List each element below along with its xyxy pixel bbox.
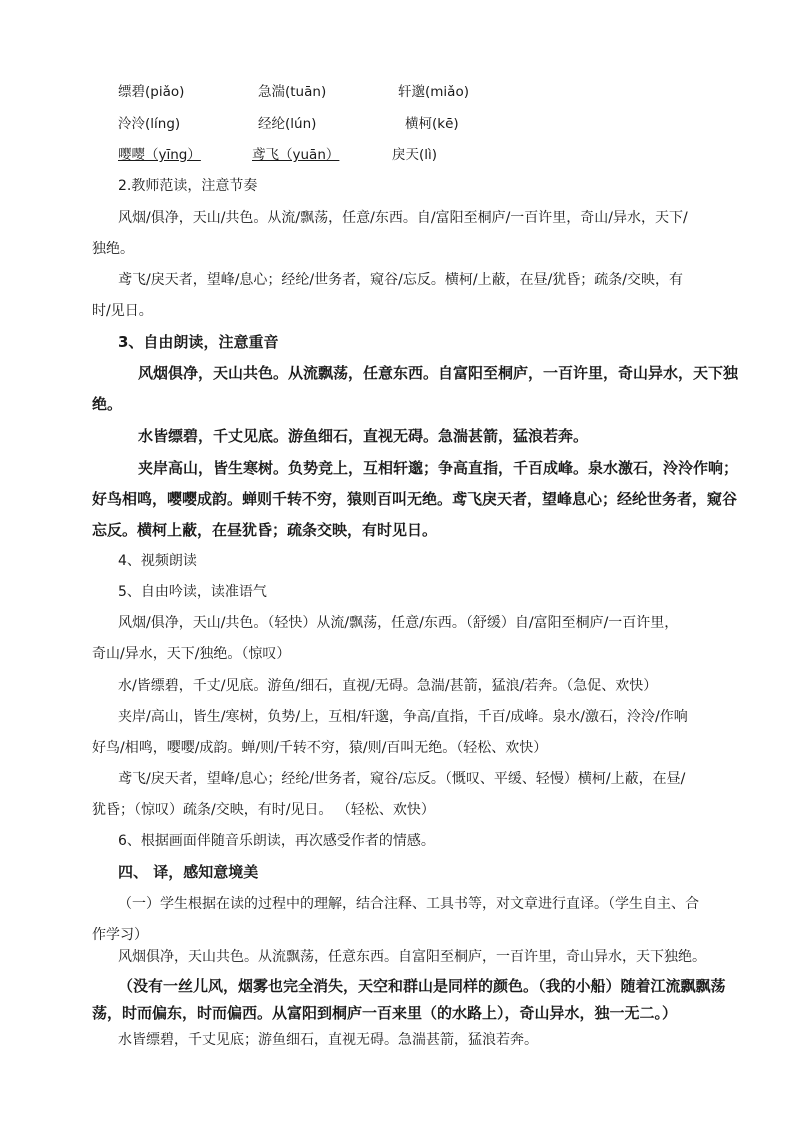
text-line: 犹昏；（惊叹）疏条/交映，有时/见日。 （轻松、欢快） — [92, 802, 435, 818]
vocab-word: 急湍(tuān) — [258, 84, 327, 100]
text-line: （一）学生根据在读的过程中的理解，结合注释、工具书等，对文章进行直译。（学生自主、合 — [118, 896, 699, 912]
text-line: 作学习） — [92, 927, 148, 943]
text-line: 夹岸高山，皆生寒树。负势竞上，互相轩邈；争高直指，千百成峰。泉水激石，泠泠作响； — [138, 459, 739, 477]
section-heading: 2.教师范读，注意节奏 — [118, 178, 258, 194]
text-line: 好鸟/相鸣，嘤嘤/成韵。蝉/则/千转不穷，猿/则/百叫无绝。（轻松、欢快） — [92, 740, 548, 756]
text-line: 风烟俱净，天山共色。从流飘荡，任意东西。自富阳至桐庐，一百许里，奇山异水，天下独 — [138, 364, 739, 382]
section-heading: 四、 译，感知意境美 — [118, 863, 259, 881]
text-line: 风烟/俱净，天山/共色。（轻快）从流/飘荡，任意/东西。（舒缓）自/富阳至桐庐/一百许里， — [118, 615, 679, 631]
section-heading: 6、根据画面伴随音乐朗读，再次感受作者的情感。 — [118, 833, 435, 849]
text-line: 夹岸/高山，皆生/寒树，负势/上，互相/轩邈，争高/直指，千百/成峰。泉水/激石，泠泠/作响 — [118, 709, 688, 725]
text-line: 风烟俱净，天山共色。从流飘荡，任意东西。自富阳至桐庐，一百许里，奇山异水，天下独绝。 — [118, 949, 706, 965]
text-line: 忘反。横柯上蔽，在昼犹昏；疏条交映，有时见日。 — [92, 521, 438, 539]
vocab-word: 鸢飞（yuān） — [252, 147, 340, 163]
section-heading: 3、自由朗读，注意重音 — [118, 333, 279, 351]
section-heading: 5、自由吟读，读准语气 — [118, 584, 267, 600]
vocab-word: 经纶(lún) — [258, 116, 317, 132]
section-heading: 4、视频朗读 — [118, 553, 197, 569]
text-line: 独绝。 — [92, 241, 134, 257]
text-line: 时/见日。 — [92, 303, 153, 319]
text-line: 绝。 — [92, 395, 123, 413]
text-line: 鸢飞/戾天者，望峰/息心；经纶/世务者，窥谷/忘反。横柯/上蔽，在昼/犹昏；疏条/交映，有 — [118, 272, 684, 288]
vocab-word: 缥碧(piǎo) — [118, 84, 185, 100]
vocab-word: 横柯(kē) — [405, 116, 459, 132]
text-line: 水皆缥碧，千丈见底。游鱼细石，直视无碍。急湍甚箭，猛浪若奔。 — [138, 427, 589, 445]
translation-line: 荡，时而偏东，时而偏西。从富阳到桐庐一百来里（的水路上），奇山异水，独一无二。） — [92, 1004, 678, 1022]
vocab-word: 轩邈(miǎo) — [398, 84, 469, 100]
text-line: 水皆缥碧，千丈见底；游鱼细石，直视无碍。急湍甚箭，猛浪若奔。 — [118, 1032, 538, 1048]
translation-line: （没有一丝儿风，烟雾也完全消失，天空和群山是同样的颜色。（我的小船）随着江流飘飘荡 — [118, 977, 726, 995]
text-line: 好鸟相鸣，嘤嘤成韵。蝉则千转不穷，猿则百叫无绝。鸢飞戾天者，望峰息心；经纶世务者，窥谷 — [92, 490, 738, 508]
vocab-word: 嘤嘤（yīng） — [118, 147, 201, 163]
text-line: 奇山/异水，天下/独绝。（惊叹） — [92, 646, 291, 662]
vocab-word: 戾天(lì) — [392, 147, 438, 163]
text-line: 风烟/俱净，天山/共色。从流/飘荡，任意/东西。自/富阳至桐庐/一百许里，奇山/异水，天下/ — [118, 210, 688, 226]
text-line: 水/皆缥碧，千丈/见底。游鱼/细石，直视/无碍。急湍/甚箭，猛浪/若奔。（急促、欢快） — [118, 678, 658, 694]
vocab-word: 泠泠(líng) — [118, 116, 181, 132]
text-line: 鸢飞/戾天者，望峰/息心；经纶/世务者，窥谷/忘反。（慨叹、平缓、轻慢）横柯/上蔽，在昼/ — [118, 771, 686, 787]
